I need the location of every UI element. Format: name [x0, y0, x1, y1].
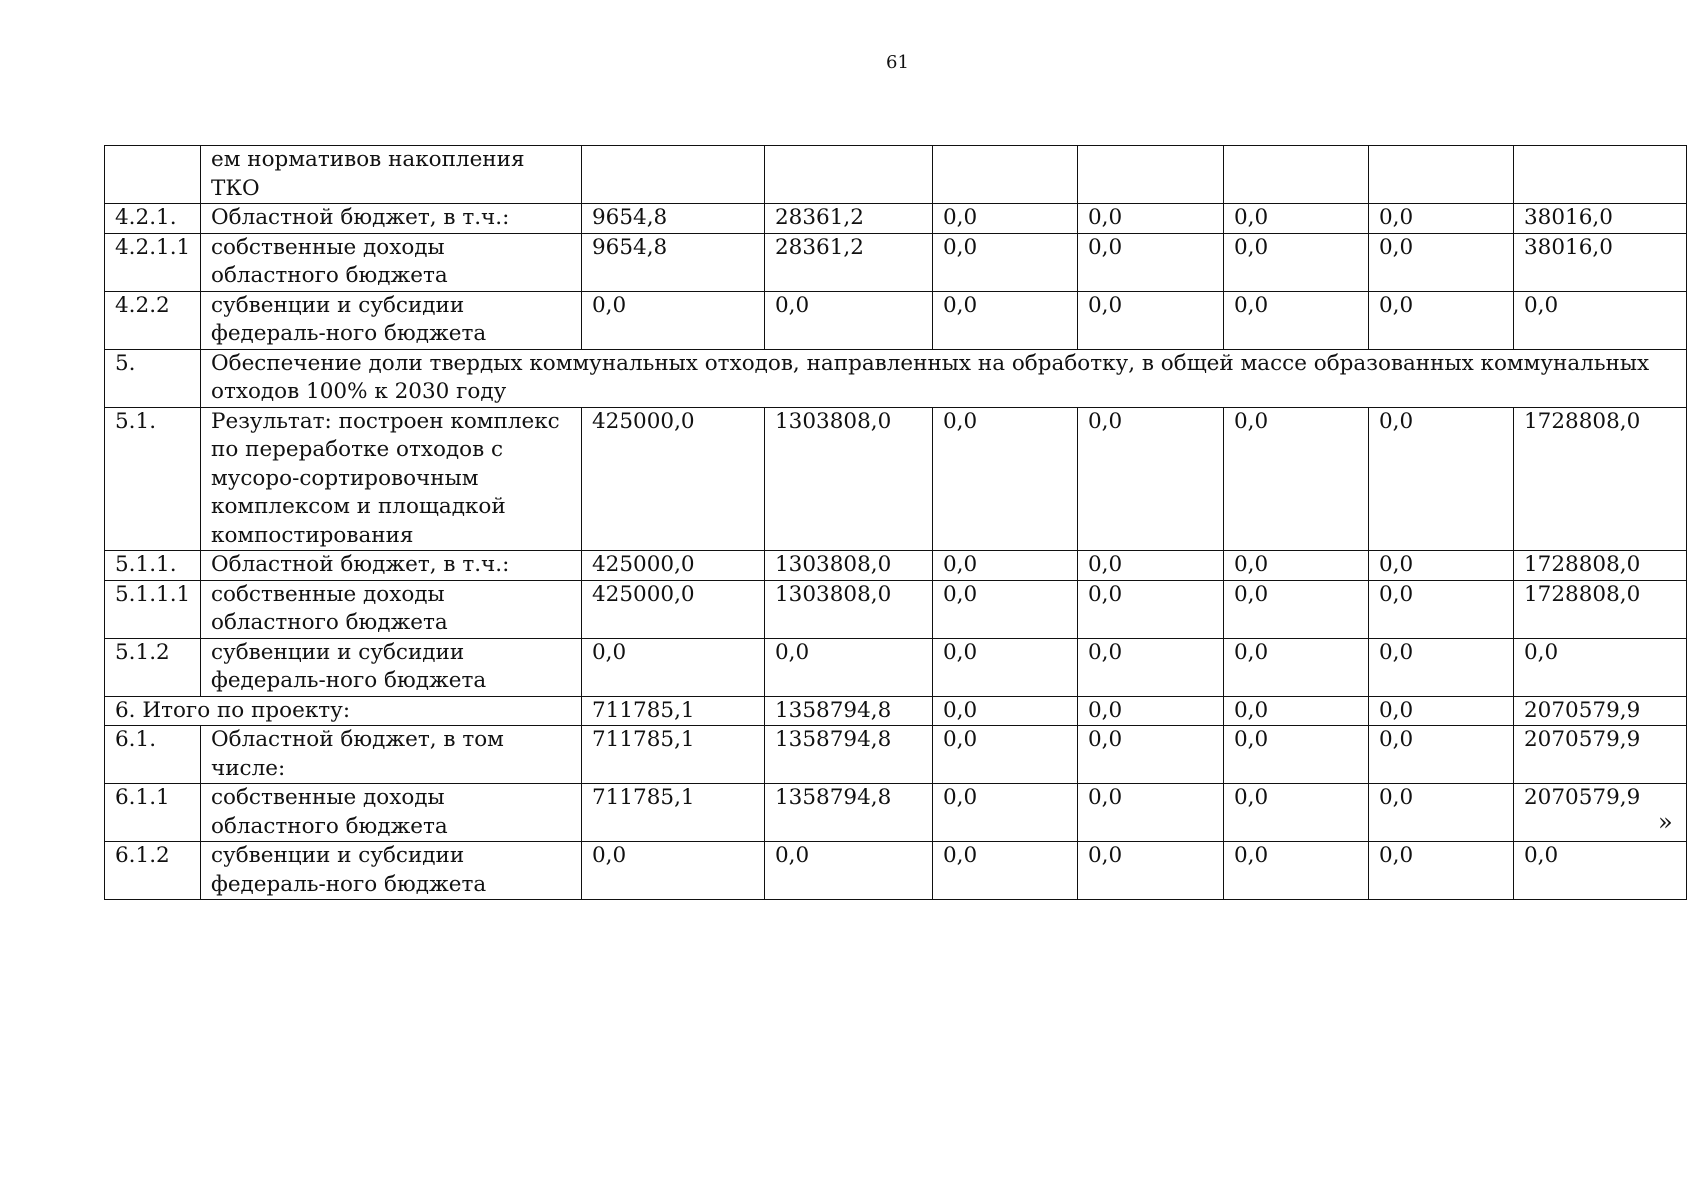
table-row — [105, 349, 1687, 407]
value-cell: 0,0 — [1369, 580, 1514, 638]
item-number-cell: 4.2.1.1 — [105, 233, 201, 291]
value-cell: 0,0 — [1078, 233, 1224, 291]
table-row — [105, 842, 1687, 900]
item-name-cell: Обеспечение доли твердых коммунальных отходов, направленных на обработку, в общей массе образованных коммунальных отходов 100% к 2030 году — [201, 349, 1687, 407]
item-number-cell: 6.1.2 — [105, 842, 201, 900]
value-cell: 0,0 — [1514, 638, 1687, 696]
table-row — [105, 146, 1687, 204]
value-cell: 0,0 — [1369, 784, 1514, 842]
value-cell: 0,0 — [1078, 407, 1224, 551]
item-number-cell: 5.1.1. — [105, 551, 201, 581]
value-cell: 0,0 — [1078, 580, 1224, 638]
value-cell: 0,0 — [933, 726, 1078, 784]
value-cell: 1728808,0 — [1514, 580, 1687, 638]
value-cell: 2070579,9 — [1514, 784, 1687, 842]
value-cell — [933, 146, 1078, 204]
value-cell: 9654,8 — [582, 233, 765, 291]
value-cell: 0,0 — [1224, 638, 1369, 696]
value-cell: 0,0 — [1078, 784, 1224, 842]
value-cell: 2070579,9 — [1514, 726, 1687, 784]
value-cell: 0,0 — [1224, 784, 1369, 842]
value-cell: 425000,0 — [582, 407, 765, 551]
value-cell: 0,0 — [765, 842, 933, 900]
value-cell: 0,0 — [1369, 638, 1514, 696]
value-cell: 0,0 — [1224, 726, 1369, 784]
value-cell: 0,0 — [1078, 291, 1224, 349]
table-row — [105, 551, 1687, 581]
value-cell: 711785,1 — [582, 784, 765, 842]
value-cell: 0,0 — [1369, 551, 1514, 581]
item-number-cell: 5. — [105, 349, 201, 407]
value-cell: 0,0 — [1224, 696, 1369, 726]
value-cell: 0,0 — [1078, 842, 1224, 900]
item-name-cell: Областной бюджет, в т.ч.: — [201, 204, 582, 234]
item-number-cell: 4.2.1. — [105, 204, 201, 234]
value-cell — [765, 146, 933, 204]
item-name-cell: субвенции и субсидии федераль-ного бюджета — [201, 842, 582, 900]
value-cell: 38016,0 — [1514, 233, 1687, 291]
table-row — [105, 696, 1687, 726]
table-row — [105, 726, 1687, 784]
item-name-cell: Областной бюджет, в том числе: — [201, 726, 582, 784]
item-number-cell: 6.1.1 — [105, 784, 201, 842]
budget-table — [104, 145, 1687, 900]
value-cell: 0,0 — [1078, 551, 1224, 581]
value-cell: 0,0 — [1224, 407, 1369, 551]
item-number-cell: 5.1.2 — [105, 638, 201, 696]
value-cell: 0,0 — [1078, 696, 1224, 726]
table-row — [105, 407, 1687, 551]
value-cell: 1303808,0 — [765, 580, 933, 638]
value-cell: 0,0 — [1224, 580, 1369, 638]
value-cell: 1303808,0 — [765, 551, 933, 581]
value-cell: 28361,2 — [765, 204, 933, 234]
value-cell — [1514, 146, 1687, 204]
value-cell: 0,0 — [765, 638, 933, 696]
item-name-cell: субвенции и субсидии федераль-ного бюджета — [201, 638, 582, 696]
table-row — [105, 291, 1687, 349]
value-cell: 0,0 — [1369, 696, 1514, 726]
value-cell: 1303808,0 — [765, 407, 933, 551]
value-cell: 1358794,8 — [765, 726, 933, 784]
item-number-cell: 6.1. — [105, 726, 201, 784]
value-cell: 0,0 — [1078, 638, 1224, 696]
value-cell: 9654,8 — [582, 204, 765, 234]
value-cell: 711785,1 — [582, 696, 765, 726]
value-cell: 28361,2 — [765, 233, 933, 291]
value-cell: 0,0 — [1078, 726, 1224, 784]
value-cell: 0,0 — [1369, 842, 1514, 900]
value-cell: 0,0 — [1078, 204, 1224, 234]
table-row — [105, 580, 1687, 638]
value-cell — [1369, 146, 1514, 204]
value-cell: 0,0 — [933, 638, 1078, 696]
value-cell: 0,0 — [1369, 726, 1514, 784]
item-number-cell: 4.2.2 — [105, 291, 201, 349]
value-cell: 2070579,9 — [1514, 696, 1687, 726]
value-cell — [582, 146, 765, 204]
table-row — [105, 233, 1687, 291]
value-cell: 425000,0 — [582, 551, 765, 581]
value-cell: 0,0 — [933, 233, 1078, 291]
value-cell: 0,0 — [582, 291, 765, 349]
value-cell: 0,0 — [1224, 291, 1369, 349]
closing-quote: » — [1658, 808, 1673, 836]
value-cell: 0,0 — [582, 638, 765, 696]
item-number-cell: 5.1.1.1 — [105, 580, 201, 638]
value-cell: 38016,0 — [1514, 204, 1687, 234]
value-cell: 0,0 — [933, 842, 1078, 900]
value-cell: 0,0 — [1224, 551, 1369, 581]
value-cell: 0,0 — [933, 551, 1078, 581]
value-cell: 0,0 — [933, 407, 1078, 551]
item-name-cell: собственные доходы областного бюджета — [201, 784, 582, 842]
table-row — [105, 638, 1687, 696]
item-name-cell: Областной бюджет, в т.ч.: — [201, 551, 582, 581]
item-name-cell: ем нормативов накопления ТКО — [201, 146, 582, 204]
value-cell: 0,0 — [933, 580, 1078, 638]
value-cell: 1358794,8 — [765, 696, 933, 726]
value-cell: 0,0 — [1224, 842, 1369, 900]
item-name-cell: собственные доходы областного бюджета — [201, 580, 582, 638]
value-cell: 0,0 — [1224, 204, 1369, 234]
value-cell — [1224, 146, 1369, 204]
page-number: 61 — [886, 52, 909, 73]
value-cell: 0,0 — [933, 696, 1078, 726]
value-cell: 0,0 — [1514, 291, 1687, 349]
value-cell — [1078, 146, 1224, 204]
item-number-cell: 5.1. — [105, 407, 201, 551]
value-cell: 0,0 — [933, 291, 1078, 349]
value-cell: 0,0 — [582, 842, 765, 900]
item-name-cell: собственные доходы областного бюджета — [201, 233, 582, 291]
value-cell: 0,0 — [933, 204, 1078, 234]
value-cell: 1358794,8 — [765, 784, 933, 842]
value-cell: 425000,0 — [582, 580, 765, 638]
item-name-cell: Результат: построен комплекс по переработке отходов с мусоро-сортировочным комплексом и площадкой компостирования — [201, 407, 582, 551]
table-row — [105, 204, 1687, 234]
table-body — [105, 146, 1687, 900]
value-cell: 0,0 — [1369, 291, 1514, 349]
value-cell: 0,0 — [1369, 233, 1514, 291]
value-cell: 1728808,0 — [1514, 551, 1687, 581]
value-cell: 0,0 — [1369, 407, 1514, 551]
item-name-cell: субвенции и субсидии федераль-ного бюджета — [201, 291, 582, 349]
value-cell: 0,0 — [933, 784, 1078, 842]
value-cell: 0,0 — [1369, 204, 1514, 234]
value-cell: 0,0 — [1514, 842, 1687, 900]
value-cell: 0,0 — [765, 291, 933, 349]
value-cell: 711785,1 — [582, 726, 765, 784]
value-cell: 1728808,0 — [1514, 407, 1687, 551]
value-cell: 0,0 — [1224, 233, 1369, 291]
item-number-cell — [105, 146, 201, 204]
table-row — [105, 784, 1687, 842]
total-label-cell: 6. Итого по проекту: — [105, 696, 582, 726]
